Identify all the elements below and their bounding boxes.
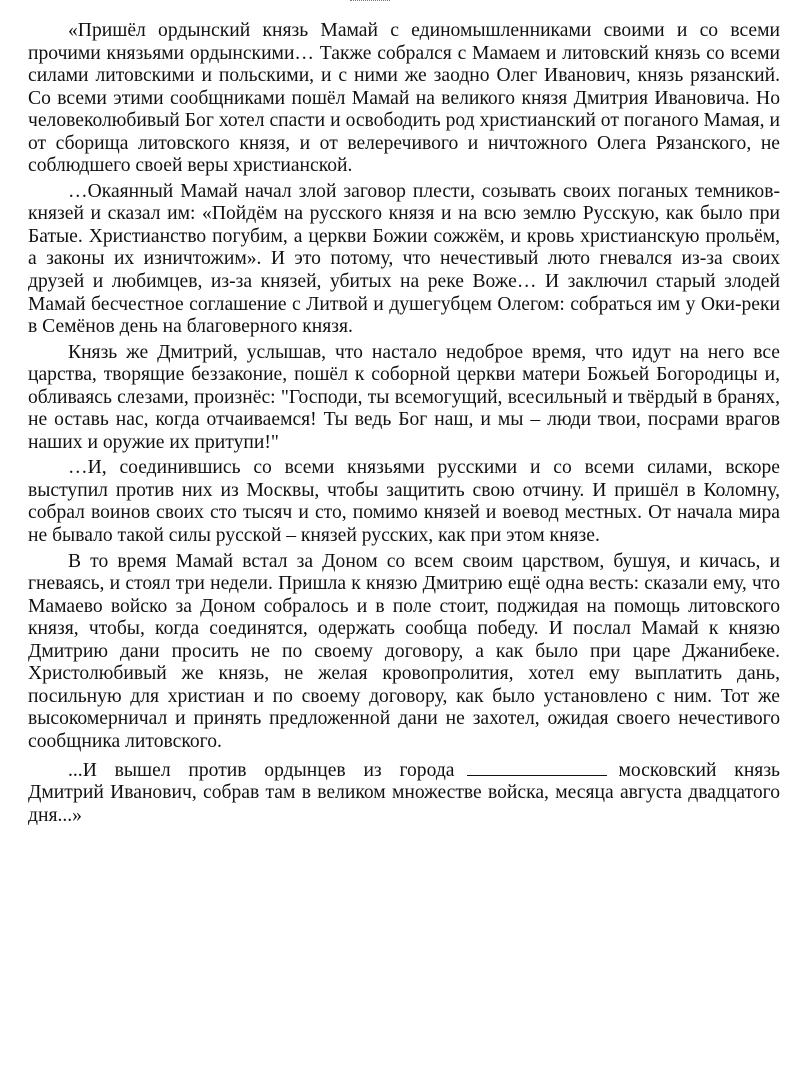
paragraph-5: В то время Мамай встал за Доном со всем своим царством, бушуя, и кичась, и гневаясь, и стоял три недели. Пришла к князю Дмитрию ещё одна весть: сказали ему, что Мамаево войско за Доном собралось и в поле стоит, поджидая на помощь литовского князя, чтобы, когда соединятся, одержать сообща победу. И послал Мамай к князю Дмитрию дани просить не по своему договору, а как было при царе Джанибеке. Христолюбивый же князь, не желая кровопролития, хотел ему выплатить дань, посильную для христиан и по своему договору, как было установлено с ним. Тот же высокомерничал и принять предложенной дани не захотел, ожидая своего нечестивого сообщника литовского. <box>28 550 780 752</box>
document-page <box>28 14 780 830</box>
paragraph-2: …Окаянный Мамай начал злой заговор плести, созывать своих поганых темников-князей и сказал им: «Пойдём на русского князя и на всю землю Русскую, как было при Батые. Христианство погубим, а церкви Божии сожжём, и кровь христианскую прольём, а законы их изничтожим». И это потому, что нечестивый люто гневался из-за своих друзей и любимцев, из-за князей, убитых на реке Воже… И заключил старый злодей Мамай бесчестное соглашение с Литвой и душегубцем Олегом: собраться им у Оки-реки в Семёнов день на благоверного князя. <box>28 180 780 338</box>
paragraph-1: «Пришёл ордынский князь Мамай с единомышленниками своими и со всеми прочими князьями ордынскими… Также собрался с Мамаем и литовский князь со всеми силами литовскими и польскими, и с ними же заодно Олег Иванович, князь рязанский. Со всеми этими сообщниками пошёл Мамай на великого князя Дмитрия Ивановича. Но человеколюбивый Бог хотел спасти и освободить род христианский от поганого Мамая, и от сборища литовского князя, и от велеречивого и ничтожного Олега Рязанского, не соблюдшего своей веры христианской. <box>28 20 780 177</box>
paragraph-6-start: ...И вышел против ордынцев из города <box>68 759 455 781</box>
paragraph-4: …И, соединившись со всеми князьями русскими и со всеми силами, вскоре выступил против них из Москвы, чтобы защитить свою отчину. И пришёл в Коломну, собрал воинов своих сто тысяч и сто, помимо князей и воевод местных. От начала мира не бывало такой силы русской – князей русских, как при этом князе. <box>28 457 780 547</box>
top-scan-mark <box>350 0 390 3</box>
paragraph-6-end: московский князь Дмитрий Иванович, собрав там в великом множестве войска, месяца августа двадцатого дня...» <box>28 759 780 826</box>
paragraph-3: Князь же Дмитрий, услышав, что настало недоброе время, что идут на него все царства, творящие беззаконие, пошёл к соборной церкви матери Божьей Богородицы и, обливаясь слезами, произнёс: "Господи, ты всемогущий, всесильный и твёрдый в бранях, не оставь нас, когда отчаиваемся! Ты ведь Бог наш, и мы – люди твои, посрами врагов наших и оружие их притупи!" <box>28 341 780 453</box>
paragraph-6 <box>28 757 780 828</box>
fill-in-blank[interactable] <box>467 757 607 776</box>
